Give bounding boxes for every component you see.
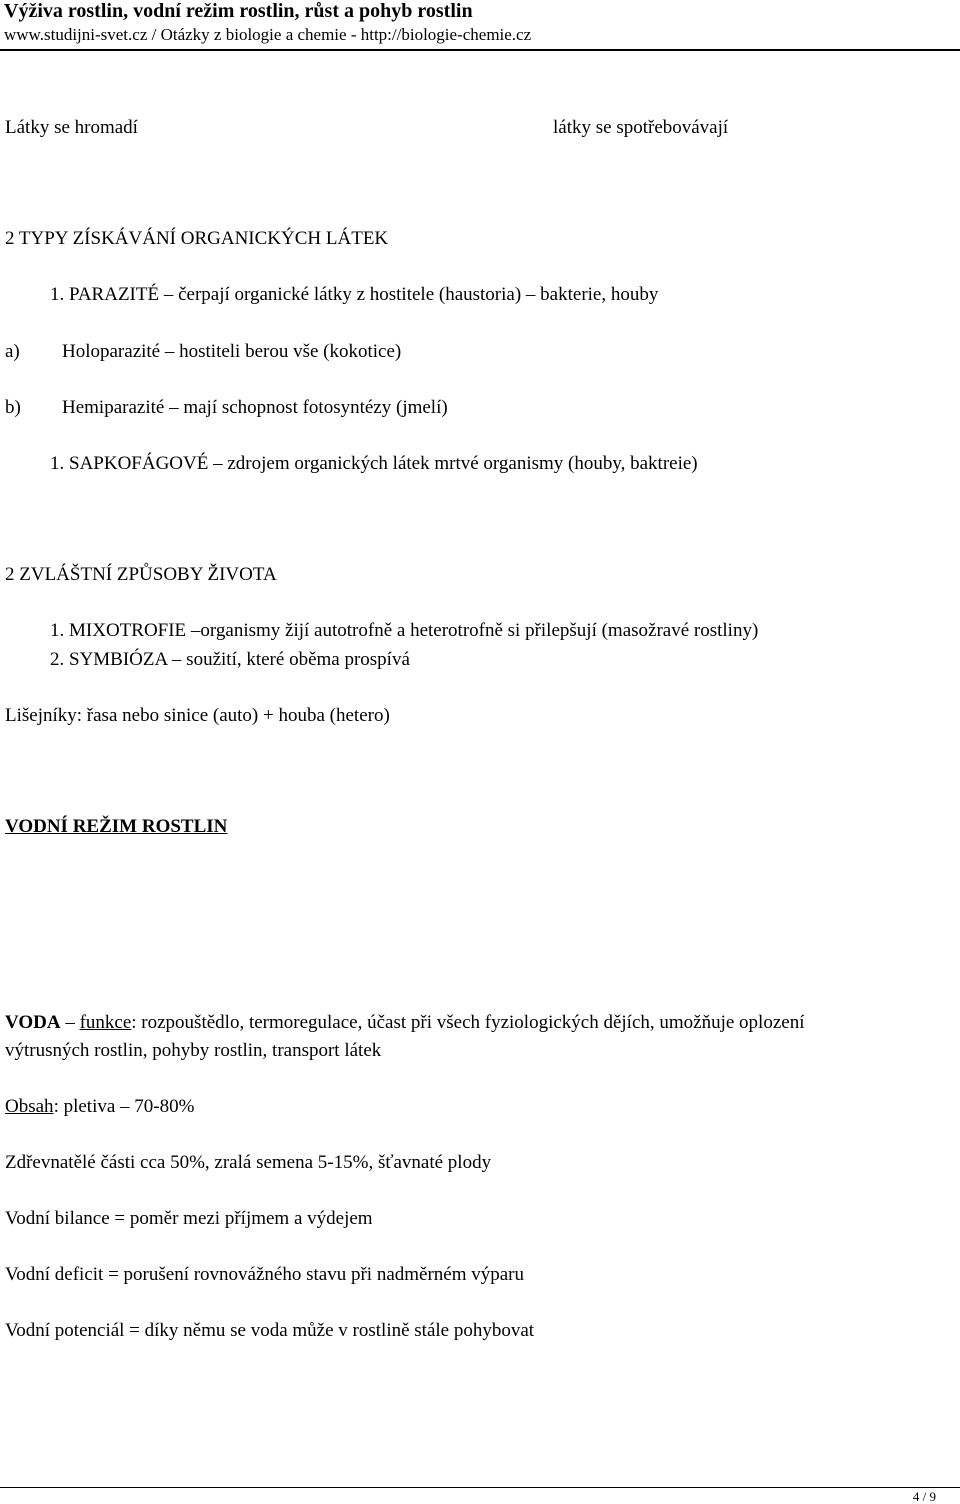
water-content-label: Obsah — [5, 1096, 54, 1117]
symbiosis-item: 2. SYMBIÓZA – soužití, které oběma prospívá — [50, 649, 410, 670]
page-header-source: www.studijni-svet.cz / Otázky z biologie a chemie - http://biologie-chemie.cz — [4, 25, 532, 44]
mixotrophy-item: 1. MIXOTROFIE –organismy žijí autotrofně a heterotrofně si přilepšují (masožravé rostliny) — [50, 620, 759, 641]
water-regime-heading: VODNÍ REŽIM ROSTLIN — [5, 816, 228, 837]
saprophytes-item: 1. SAPKOFÁGOVÉ – zdrojem organických látek mrtvé organismy (houby, baktreie) — [50, 453, 698, 474]
holoparasites-text: Holoparazité – hostiteli berou vše (kokotice) — [62, 341, 402, 362]
holoparasites-marker: a) — [5, 341, 20, 362]
water-potential-text: Vodní potenciál = díky němu se voda může v rostlině stále pohybovat — [5, 1320, 535, 1341]
water-label: VODA — [5, 1012, 61, 1033]
accumulate-left-text: Látky se hromadí — [5, 117, 138, 138]
water-functions-continued: výtrusných rostlin, pohyby rostlin, transport látek — [5, 1040, 382, 1061]
lichens-text: Lišejníky: řasa nebo sinice (auto) + houba (hetero) — [5, 705, 390, 726]
water-deficit-text: Vodní deficit = porušení rovnovážného stavu při nadměrném výparu — [5, 1264, 525, 1285]
woody-parts-text: Zdřevnatělé části cca 50%, zralá semena 5-15%, šťavnaté plody — [5, 1152, 492, 1173]
water-functions-text: : rozpouštědlo, termoregulace, účast při všech fyziologických dějích, umožňuje oplození — [131, 1012, 805, 1033]
hemiparasites-text: Hemiparazité – mají schopnost fotosyntézy (jmelí) — [62, 397, 448, 418]
water-content-text: : pletiva – 70-80% — [53, 1096, 195, 1117]
hemiparasites-marker: b) — [5, 397, 21, 418]
page-header-title: Výživa rostlin, vodní režim rostlin, růst a pohyb rostlin — [4, 0, 473, 22]
types-heading: 2 TYPY ZÍSKÁVÁNÍ ORGANICKÝCH LÁTEK — [5, 228, 389, 249]
water-content-line — [5, 1096, 194, 1118]
special-heading: 2 ZVLÁŠTNÍ ZPŮSOBY ŽIVOTA — [5, 564, 277, 585]
water-dash: – — [60, 1012, 80, 1033]
water-functions-line — [5, 1012, 805, 1034]
parasites-item: 1. PARAZITÉ – čerpají organické látky z hostitele (haustoria) – bakterie, houby — [50, 284, 659, 305]
page-number: 4 / 9 — [912, 1489, 936, 1504]
footer-divider — [0, 1487, 960, 1488]
water-functions-label: funkce — [79, 1012, 132, 1033]
accumulate-right-text: látky se spotřebovávají — [553, 117, 729, 138]
header-divider — [0, 49, 960, 51]
water-balance-text: Vodní bilance = poměr mezi příjmem a výdejem — [5, 1208, 373, 1229]
